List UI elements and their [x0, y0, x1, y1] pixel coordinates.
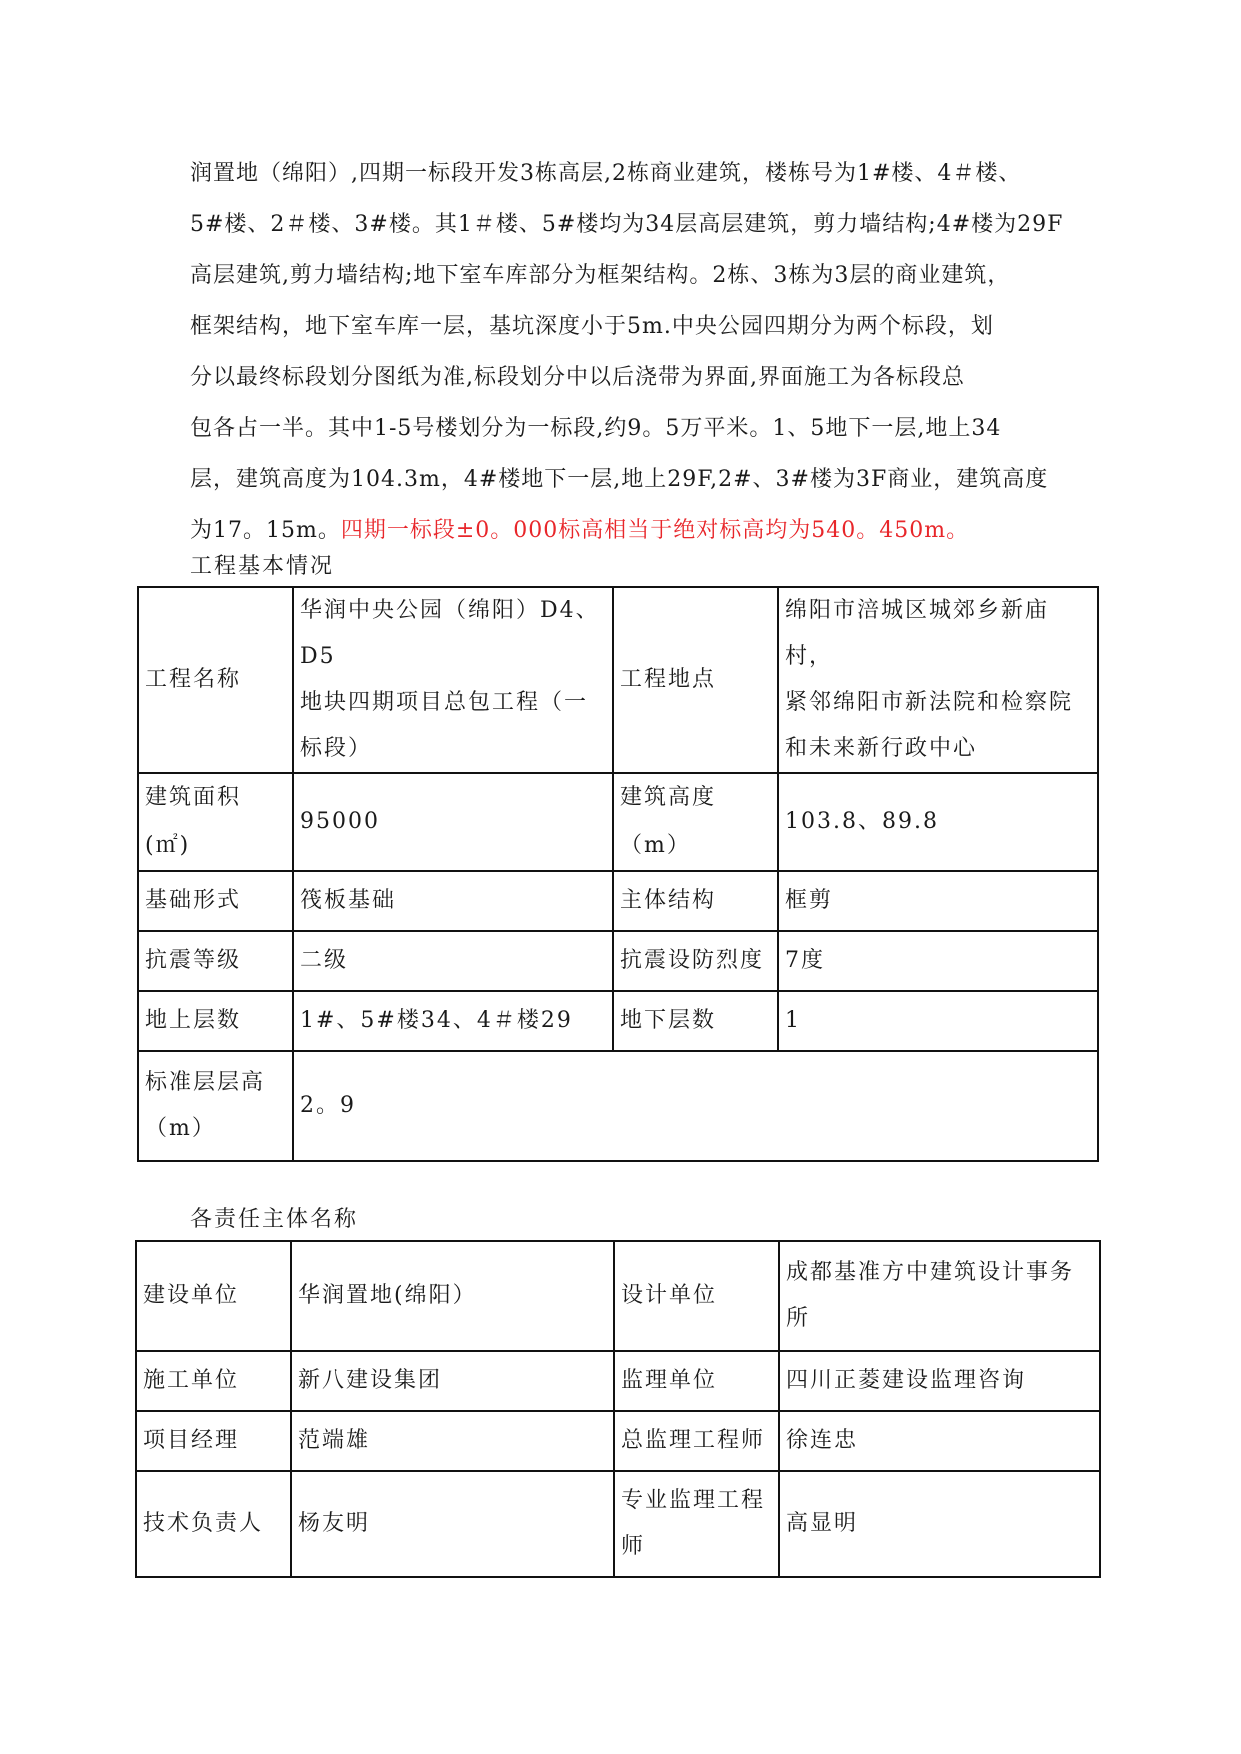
table-row [138, 1051, 1098, 1161]
responsible-parties-table [135, 1240, 1101, 1578]
specialist-label-line: 专业监理工程 [621, 1488, 766, 1513]
paragraph-line: 5#楼、2＃楼、3#楼。其1＃楼、5#楼均为34层高层建筑，剪力墙结构;4#楼为29F [190, 212, 1064, 237]
table-row [138, 871, 1098, 931]
paragraph-line: 层，建筑高度为104.3m，4#楼地下一层,地上29F,2#、3#楼为3F商业，建筑高度 [190, 467, 1049, 492]
value-floors-above: 1#、5#楼34、4＃楼29 [293, 991, 613, 1051]
value-chief-supervisor: 徐连忠 [779, 1411, 1100, 1471]
label-seismic-intensity: 抗震设防烈度 [613, 931, 778, 991]
paragraph-last-line [190, 505, 1070, 556]
table-row [136, 1471, 1100, 1577]
location-line: 紧邻绵阳市新法院和检察院 [785, 690, 1074, 715]
value-building-area: 95000 [293, 773, 613, 871]
label-chief-supervisor: 总监理工程师 [614, 1411, 779, 1471]
elevation-note-highlight: 四期一标段±0。000标高相当于绝对标高均为540。450m。 [340, 518, 970, 543]
label-floors-below: 地下层数 [613, 991, 778, 1051]
value-standard-floor-height: 2。9 [293, 1051, 1098, 1161]
value-location [778, 587, 1098, 773]
label-building-height: 建筑高度（m） [613, 773, 778, 871]
label-foundation: 基础形式 [138, 871, 293, 931]
table-row [136, 1351, 1100, 1411]
table-row [138, 991, 1098, 1051]
value-specialist-supervisor: 高显明 [779, 1471, 1100, 1577]
label-owner: 建设单位 [136, 1241, 291, 1351]
label-standard-floor-height [138, 1051, 293, 1161]
table-row [138, 587, 1098, 773]
std-height-label-line: （m） [145, 1116, 216, 1141]
value-contractor: 新八建设集团 [291, 1351, 614, 1411]
label-location: 工程地点 [613, 587, 778, 773]
section-title-responsible-parties: 各责任主体名称 [190, 1207, 359, 1232]
section-title-basic-info: 工程基本情况 [190, 554, 335, 579]
value-building-height: 103.8、89.8 [778, 773, 1098, 871]
paragraph-line: 润置地（绵阳）,四期一标段开发3栋高层,2栋商业建筑，楼栋号为1#楼、4＃楼、 [190, 161, 1022, 186]
value-foundation: 筏板基础 [293, 871, 613, 931]
table-row [136, 1411, 1100, 1471]
value-seismic-grade: 二级 [293, 931, 613, 991]
value-technical-lead: 杨友明 [291, 1471, 614, 1577]
description-paragraph [190, 148, 1070, 556]
value-floors-below: 1 [778, 991, 1098, 1051]
table-row [138, 931, 1098, 991]
label-building-area: 建筑面积(㎡) [138, 773, 293, 871]
paragraph-last-line-text: 为17。15m。 [190, 518, 341, 543]
value-main-structure: 框剪 [778, 871, 1098, 931]
designer-line: 所 [786, 1306, 811, 1331]
label-technical-lead: 技术负责人 [136, 1471, 291, 1577]
project-name-line: 华润中央公园（绵阳）D4、D5 [300, 598, 600, 669]
paragraph-line: 高层建筑,剪力墙结构;地下室车库部分为框架结构。2栋、3栋为3层的商业建筑， [190, 263, 1011, 288]
label-project-manager: 项目经理 [136, 1411, 291, 1471]
label-contractor: 施工单位 [136, 1351, 291, 1411]
table-row [138, 773, 1098, 871]
value-designer [779, 1241, 1100, 1351]
label-seismic-grade: 抗震等级 [138, 931, 293, 991]
label-supervisor: 监理单位 [614, 1351, 779, 1411]
location-line: 和未来新行政中心 [785, 736, 978, 761]
table-row [136, 1241, 1100, 1351]
label-floors-above: 地上层数 [138, 991, 293, 1051]
specialist-label-line: 师 [621, 1534, 646, 1559]
paragraph-line: 框架结构，地下室车库一层，基坑深度小于5m.中央公园四期分为两个标段，划 [190, 314, 994, 339]
designer-line: 成都基准方中建筑设计事务 [786, 1260, 1075, 1285]
label-project-name: 工程名称 [138, 587, 293, 773]
label-specialist-supervisor [614, 1471, 779, 1577]
project-name-line: 地块四期项目总包工程（一 [300, 690, 589, 715]
project-name-line: 标段） [300, 736, 373, 761]
std-height-label-line: 标准层层高 [145, 1070, 266, 1095]
paragraph-line: 包各占一半。其中1-5号楼划分为一标段,约9。5万平米。1、5地下一层,地上34 [190, 416, 1002, 441]
value-seismic-intensity: 7度 [778, 931, 1098, 991]
value-supervisor: 四川正菱建设监理咨询 [779, 1351, 1100, 1411]
paragraph-line: 分以最终标段划分图纸为准,标段划分中以后浇带为界面,界面施工为各标段总 [190, 365, 965, 390]
value-owner: 华润置地(绵阳） [291, 1241, 614, 1351]
location-line: 绵阳市涪城区城郊乡新庙村， [785, 598, 1050, 669]
label-main-structure: 主体结构 [613, 871, 778, 931]
value-project-manager: 范端雄 [291, 1411, 614, 1471]
value-project-name [293, 587, 613, 773]
basic-info-table [137, 586, 1099, 1162]
label-designer: 设计单位 [614, 1241, 779, 1351]
